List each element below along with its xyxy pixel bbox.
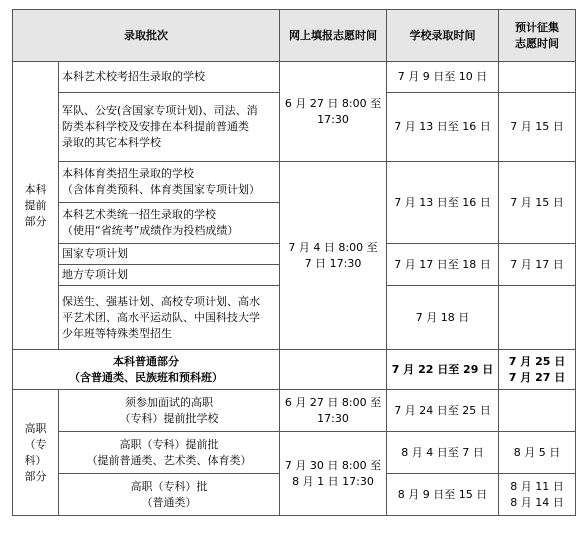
school-time-cell: 7 月 9 日至 10 日 [387, 62, 499, 93]
online-time-cell [280, 350, 387, 390]
expected-time-cell: 7 月 17 日 [499, 244, 576, 286]
school-time-cell: 7 月 17 日至 18 日 [387, 244, 499, 286]
table-row-regular [13, 350, 576, 390]
expected-time-cell: 7 月 15 日 [499, 93, 576, 162]
expected-time-cell: 7 月 15 日 [499, 162, 576, 244]
batch-cell: 本科体育类招生录取的学校 （含体育类预科、体育类国家专项计划） [59, 162, 280, 203]
school-time-cell: 8 月 9 日至 15 日 [387, 474, 499, 516]
batch-cell: 保送生、强基计划、高校专项计划、高水 平艺术团、高水平运动队、中国科技大学 少年班等特殊类型招生 [59, 286, 280, 350]
school-time-cell: 7 月 24 日至 25 日 [387, 390, 499, 432]
group-label-vocational: 高职 （专 科） 部分 [13, 390, 59, 516]
online-time-cell: 7 月 4 日 8:00 至 7 日 17:30 [280, 162, 387, 350]
expected-time-cell [499, 62, 576, 93]
table-row [13, 62, 576, 93]
table-row [13, 162, 576, 203]
expected-time-cell [499, 390, 576, 432]
expected-time-cell: 8 月 11 日 8 月 14 日 [499, 474, 576, 516]
batch-cell: 国家专项计划 [59, 244, 280, 265]
batch-cell-regular: 本科普通部分 （含普通类、民族班和预科班） [13, 350, 280, 390]
school-time-cell: 8 月 4 日至 7 日 [387, 432, 499, 474]
table-row [13, 432, 576, 474]
batch-cell: 军队、公安(含国家专项计划)、司法、消 防类本科学校及安排在本科提前普通类 录取的其它本科学校 [59, 93, 280, 162]
table-row [13, 390, 576, 432]
admission-schedule-table [12, 9, 576, 516]
batch-cell: 须参加面试的高职 （专科）提前批学校 [59, 390, 280, 432]
header-expected: 预计征集 志愿时间 [499, 10, 576, 62]
batch-cell: 地方专项计划 [59, 265, 280, 286]
expected-time-cell: 7 月 25 日 7 月 27 日 [499, 350, 576, 390]
expected-time-cell: 8 月 5 日 [499, 432, 576, 474]
group-label-undergrad-early: 本科 提前 部分 [13, 62, 59, 350]
header-school: 学校录取时间 [387, 10, 499, 62]
header-online: 网上填报志愿时间 [280, 10, 387, 62]
batch-cell: 高职（专科）批 （普通类） [59, 474, 280, 516]
school-time-cell: 7 月 13 日至 16 日 [387, 93, 499, 162]
batch-cell: 高职（专科）提前批 （提前普通类、艺术类、体育类） [59, 432, 280, 474]
school-time-cell: 7 月 18 日 [387, 286, 499, 350]
online-time-cell: 6 月 27 日 8:00 至 17:30 [280, 62, 387, 162]
batch-cell: 本科艺术类统一招生录取的学校 （使用“省统考”成绩作为投档成绩） [59, 203, 280, 244]
school-time-cell: 7 月 22 日至 29 日 [387, 350, 499, 390]
batch-cell: 本科艺术校考招生录取的学校 [59, 62, 280, 93]
online-time-cell: 6 月 27 日 8:00 至 17:30 [280, 390, 387, 432]
table-header-row [13, 10, 576, 62]
school-time-cell: 7 月 13 日至 16 日 [387, 162, 499, 244]
header-batch: 录取批次 [13, 10, 280, 62]
expected-time-cell [499, 286, 576, 350]
online-time-cell: 7 月 30 日 8:00 至 8 月 1 日 17:30 [280, 432, 387, 516]
